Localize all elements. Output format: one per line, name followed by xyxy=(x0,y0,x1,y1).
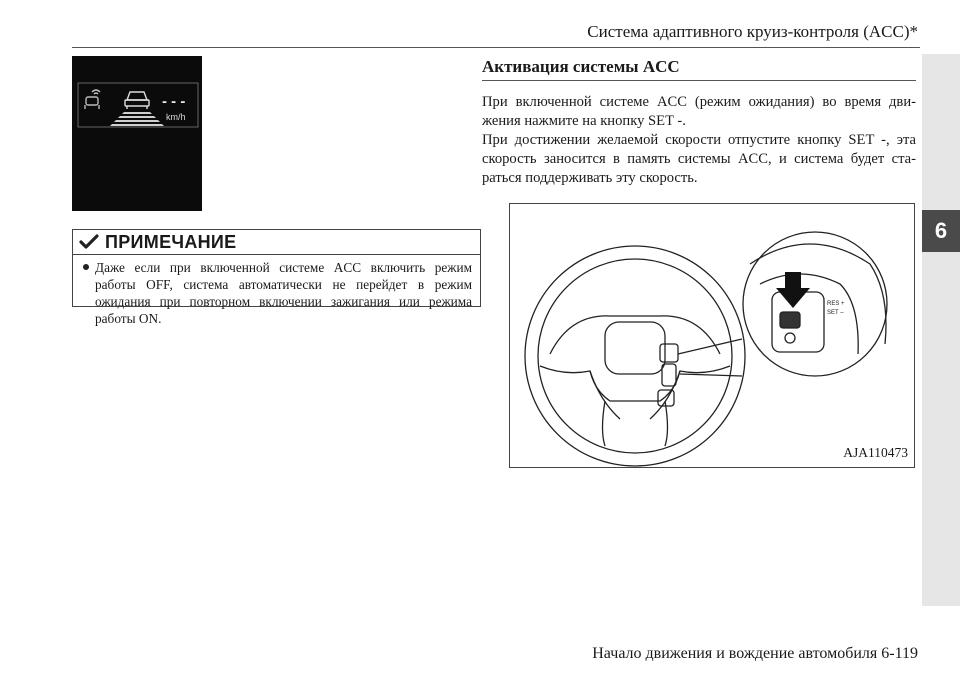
note-header xyxy=(73,230,480,255)
acc-status-icon xyxy=(85,90,100,109)
header-divider xyxy=(72,47,920,48)
set-minus-label: SET – xyxy=(827,310,844,316)
chapter-number: 6 xyxy=(922,210,960,252)
illustration-code: AJA110473 xyxy=(843,445,908,460)
set-speed-dashes: - - - xyxy=(162,93,186,110)
acc-display-image xyxy=(72,56,202,211)
res-plus-label: RES + xyxy=(827,301,845,307)
page-footer: Начало движения и вождение автомобиля 6-119 xyxy=(592,645,918,662)
note-text: Даже если при включенной системе ACC включить режим работы OFF, система автоматически не перейдет в режим ожидания при повторном включении зажигания или режима работы ON. xyxy=(95,260,472,326)
note-heading: ПРИМЕЧАНИЕ xyxy=(105,231,237,252)
section-divider xyxy=(482,80,916,81)
press-arrow-icon xyxy=(776,272,810,308)
note-box xyxy=(72,229,481,326)
section-title: Активация системы ACC xyxy=(482,57,680,76)
instruction-paragraph-1: При включенной системе ACC (режим ожидания) во время дви-жения нажмите на кнопку SET -. xyxy=(482,94,916,129)
page-header-title: Система адаптивного круиз-контроля (ACC)* xyxy=(587,22,918,41)
distance-bars-icon xyxy=(110,112,164,126)
bullet-icon xyxy=(83,264,89,270)
chapter-side-tab xyxy=(922,54,960,606)
steering-wheel-illustration xyxy=(509,203,915,468)
instruction-paragraph-2: При достижении желаемой скорости отпустите кнопку SET -, эта скорость заносится в память системы ACC, и система будет ста-раться поддерживать эту скорость. xyxy=(482,132,916,186)
checkmark-icon xyxy=(79,234,99,250)
vehicle-ahead-icon xyxy=(125,92,149,109)
speed-unit: km/h xyxy=(166,112,186,122)
